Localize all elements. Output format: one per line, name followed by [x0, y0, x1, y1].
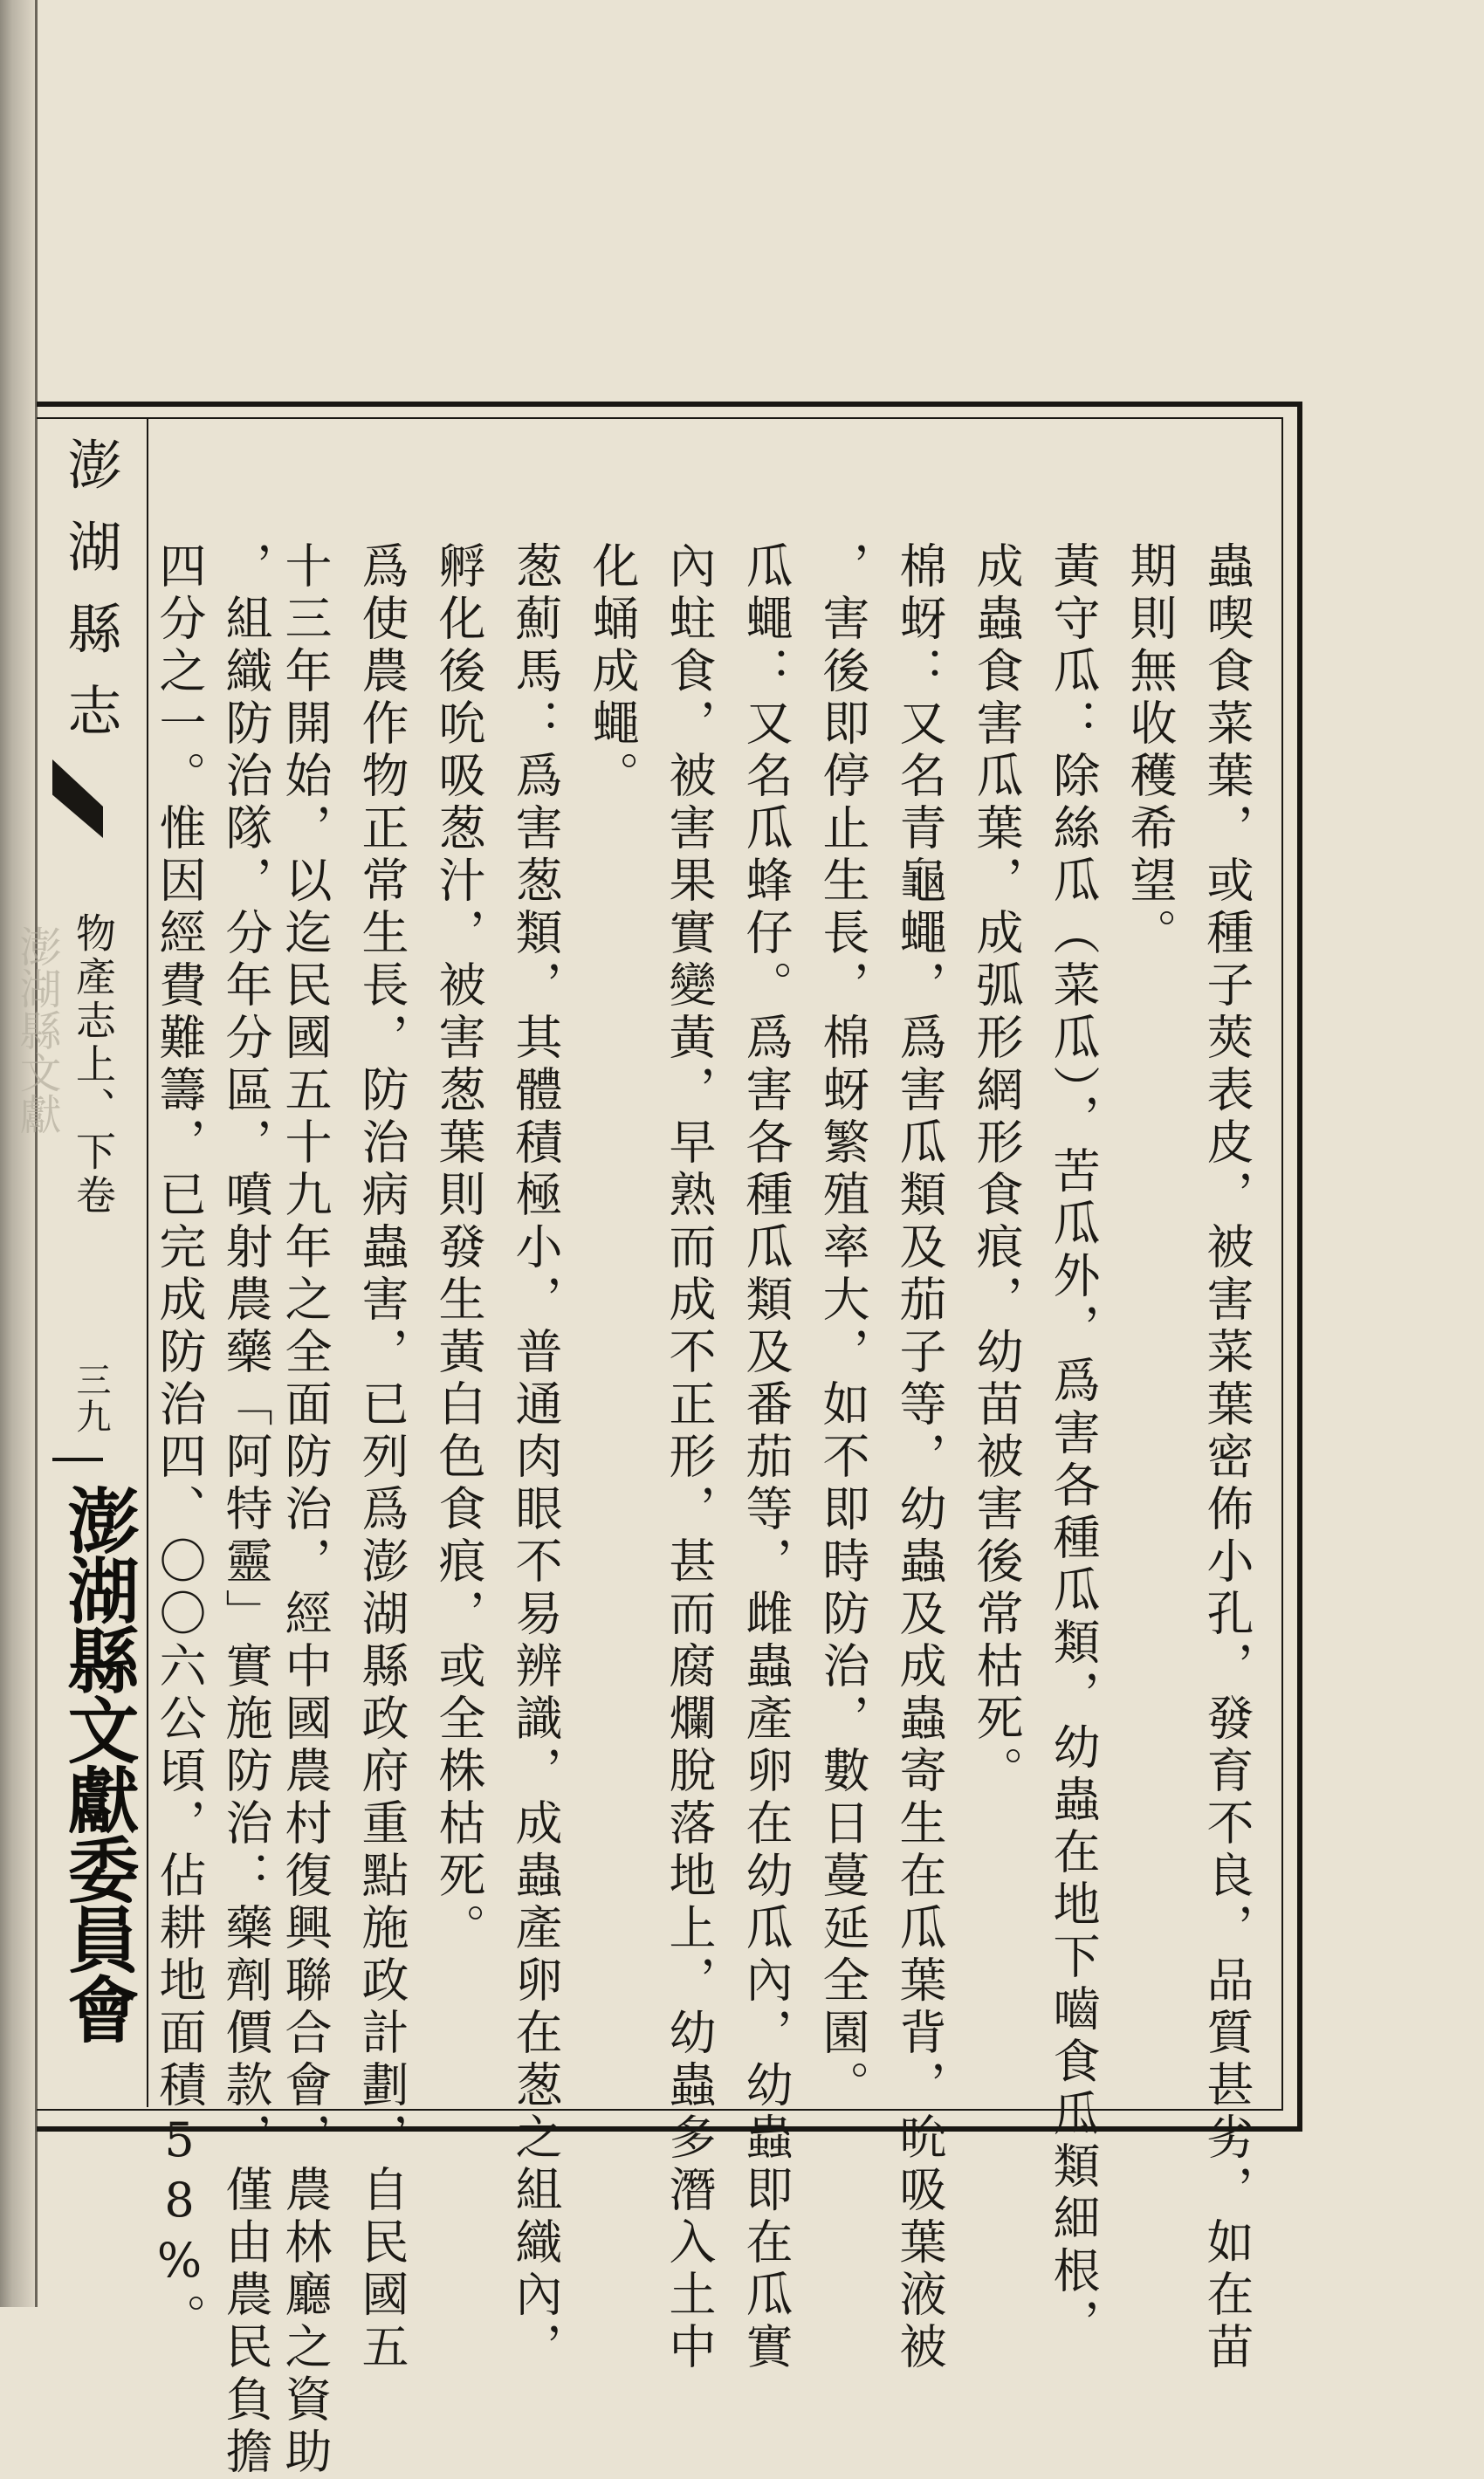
text-column: 棉蚜：又名青龜蠅，爲害瓜類及茄子等，幼蟲及成蟲寄生在瓜葉背，吮吸葉液被 [892, 541, 947, 2374]
gutter-separator [147, 419, 148, 2107]
text-column: 期則無收穫希望。 [1123, 541, 1178, 960]
text-column: ，組織防治隊，分年分區，噴射農藥「阿特靈」實施防治：藥劑價款，僅由農民負擔 [218, 541, 273, 2479]
text-column: 四分之一。惟因經費難籌，已完成防治四、〇〇六公頃，佔耕地面積58%。 [152, 541, 207, 2345]
book-title: 澎湖縣志 [58, 436, 122, 765]
bleed-through-text: 澎湖縣文獻 [12, 925, 61, 1135]
text-column: 瓜蠅：又名瓜蜂仔。爲害各種瓜類及番茄等，雌蟲產卵在幼瓜內，幼蟲即在瓜實 [739, 541, 794, 2374]
text-column: 爲使農作物正常生長，防治病蟲害，已列爲澎湖縣政府重點施政計劃，自民國五 [354, 541, 409, 2374]
text-column: 成蟲食害瓜葉，成弧形網形食痕，幼苗被害後常枯死。 [969, 541, 1024, 1798]
text-column: ，害後即停止生長，棉蚜繁殖率大，如不即時防治，數日蔓延全園。 [815, 541, 870, 2112]
text-column: 內蛀食，被害果實變黃，早熟而成不正形，甚而腐爛脫落地上，幼蟲多潛入土中 [662, 541, 717, 2374]
text-column: 黃守瓜：除絲瓜（菜瓜），苦瓜外，爲害各種瓜類，幼蟲在地下嚙食瓜類細根， [1046, 541, 1101, 2351]
publisher-stamp: 澎湖縣文獻委員會 [56, 1484, 139, 2043]
gutter-dash [52, 1458, 103, 1461]
text-column: 化蛹成蠅。 [585, 541, 640, 803]
page-number: 三九 [71, 1362, 111, 1435]
page-edge [0, 0, 35, 2307]
text-column: 蟲喫食菜葉，或種子莢表皮，被害菜葉密佈小孔，發育不良，品質甚劣，如在苗 [1199, 541, 1254, 2374]
section-title: 物產志上、下卷 [70, 912, 117, 1218]
text-column: 孵化後吮吸葱汁，被害葱葉則發生黃白色食痕，或全株枯死。 [431, 541, 486, 1955]
text-column: 十三年開始，以迄民國五十九年之全面防治，經中國農村復興聯合會，農林廳之資助 [278, 541, 333, 2479]
text-column: 葱薊馬：爲害葱類，其體積極小，普通肉眼不易辨識，成蟲產卵在葱之組織內， [508, 541, 563, 2374]
